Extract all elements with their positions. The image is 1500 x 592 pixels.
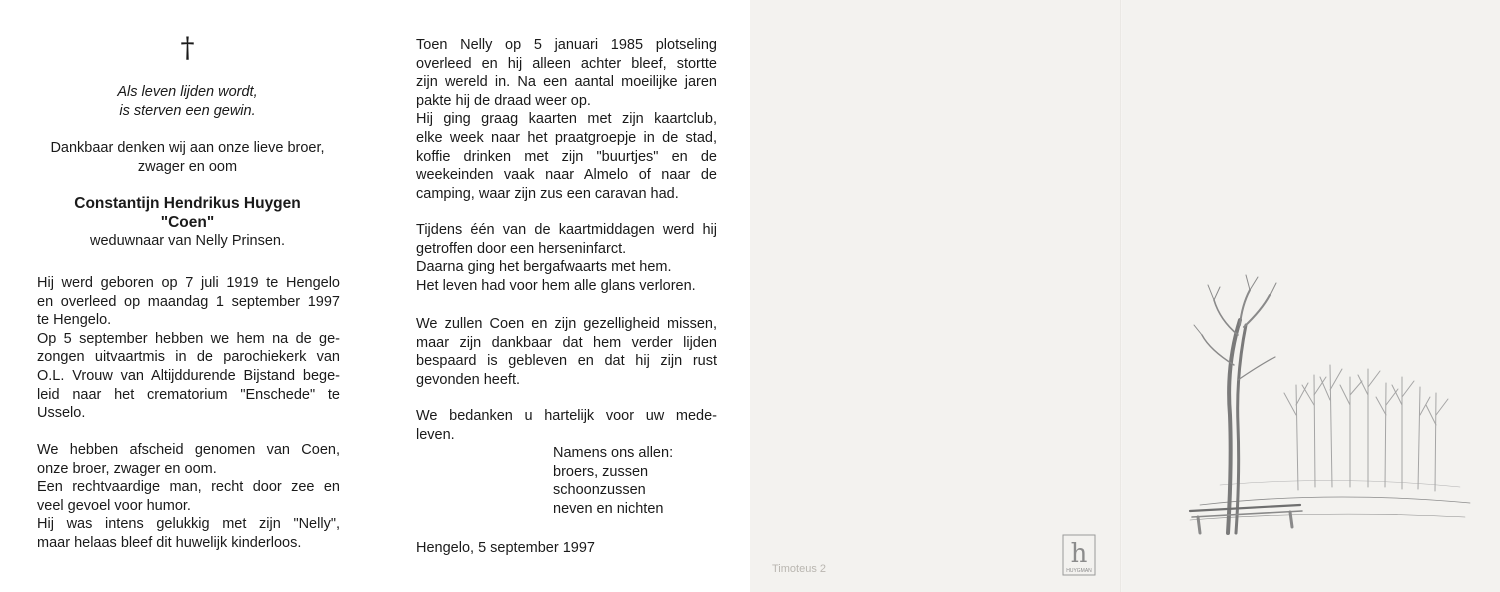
biography-paragraph-1 — [37, 274, 340, 423]
text-line: onze broer, zwager en oom. — [37, 460, 217, 477]
deceased-block — [0, 195, 375, 251]
text-line: Tijdens één van de kaartmiddagen werd hij — [416, 222, 717, 238]
text-line: camping, waar zijn zus een caravan had. — [416, 185, 679, 202]
signature-block — [553, 444, 673, 518]
text-line: zijn wereld in. Na een aantal moeilijke jaren — [416, 74, 717, 91]
text-line: Usselo. — [37, 405, 86, 422]
winter-tree-drawing — [1180, 265, 1480, 555]
text-line: Daarna ging het bergafwaarts met hem. — [416, 259, 672, 276]
text-line: overleed en hij alleen achter bleef, stortte — [416, 55, 717, 72]
intro-line: zwager en oom — [137, 158, 238, 175]
text-line: We bedanken u hartelijk voor uw mede- — [416, 408, 717, 424]
deceased-name: Constantijn Hendrikus Huygen — [74, 195, 301, 212]
story-paragraph-1 — [416, 36, 717, 203]
text-line: Het leven had voor hem alle glans verloren. — [416, 277, 696, 294]
text-line: elke week naar het praatgroepje in de stad, — [416, 129, 717, 146]
text-line: Hij ging graag kaarten met zijn kaartclub, — [416, 111, 717, 128]
text-line: en overleed op maandag 1 september 1997 — [37, 293, 340, 310]
biography-paragraph-2 — [37, 441, 340, 553]
text-line: We zullen Coen en zijn gezelligheid missen, — [416, 316, 717, 332]
logo-letter: h — [1070, 539, 1088, 569]
intro-line: Dankbaar denken wij aan onze lieve broer, — [50, 140, 325, 156]
signature-line: broers, zussen — [553, 463, 649, 480]
text-line: veel gevoel voor humor. — [37, 497, 191, 514]
place-date: Hengelo, 5 september 1997 — [416, 540, 595, 556]
signature-line: schoonzussen — [553, 482, 646, 499]
text-line: koffie drinken met zijn "buurtjes" en de — [416, 148, 717, 165]
artwork-caption: Timoteus 2 — [772, 563, 827, 575]
motto-line: Als leven lijden wordt, — [117, 84, 258, 100]
text-line: maar helaas bleef dit huwelijk kinderloos. — [37, 534, 302, 551]
text-line: bespaard is gebleven en dat hij zijn rust — [416, 353, 717, 370]
text-line: Toen Nelly op 5 januari 1985 plotseling — [416, 37, 717, 53]
text-line: pakte hij de draad weer op. — [416, 92, 591, 109]
text-line: Hij was intens gelukkig met zijn "Nelly", — [37, 516, 340, 533]
text-line: zongen uitvaartmis in de parochiekerk van — [37, 349, 340, 366]
text-line: maar zijn dankbaar dat hem verder lijden — [416, 334, 717, 351]
text-line: gevonden heeft. — [416, 371, 521, 388]
deceased-nickname: "Coen" — [160, 213, 215, 231]
thanks-paragraph — [416, 407, 717, 444]
text-line: We hebben afscheid genomen van Coen, — [37, 442, 340, 458]
motto — [0, 83, 375, 120]
card-fold — [1120, 0, 1122, 592]
text-line: Hij werd geboren op 7 juli 1919 te Hengelo — [37, 275, 340, 291]
cross-icon: † — [180, 31, 195, 64]
text-line: weekeinden vaak naar Almelo of naar de — [416, 167, 717, 184]
intro-text — [0, 139, 375, 176]
text-line: getroffen door een herseninfarct. — [416, 240, 627, 257]
text-line: leid naar het crematorium "Enschede" te — [37, 386, 340, 403]
logo-text: HUYGMAN — [1066, 568, 1092, 574]
deceased-spouse: weduwnaar van Nelly Prinsen. — [89, 233, 286, 249]
signature-line: neven en nichten — [553, 500, 664, 517]
signature-line: Namens ons allen: — [553, 445, 674, 461]
motto-line: is sterven een gewin. — [119, 102, 256, 119]
text-line: O.L. Vrouw van Altijddurende Bijstand bege- — [37, 367, 340, 384]
story-paragraph-2 — [416, 221, 717, 295]
text-line: Op 5 september hebben we hem na de ge- — [37, 330, 340, 347]
text-line: Een rechtvaardige man, recht door zee en — [37, 479, 340, 496]
text-line: te Hengelo. — [37, 312, 112, 329]
text-line: leven. — [416, 426, 455, 443]
publisher-logo — [1062, 534, 1096, 576]
story-paragraph-3 — [416, 315, 717, 389]
